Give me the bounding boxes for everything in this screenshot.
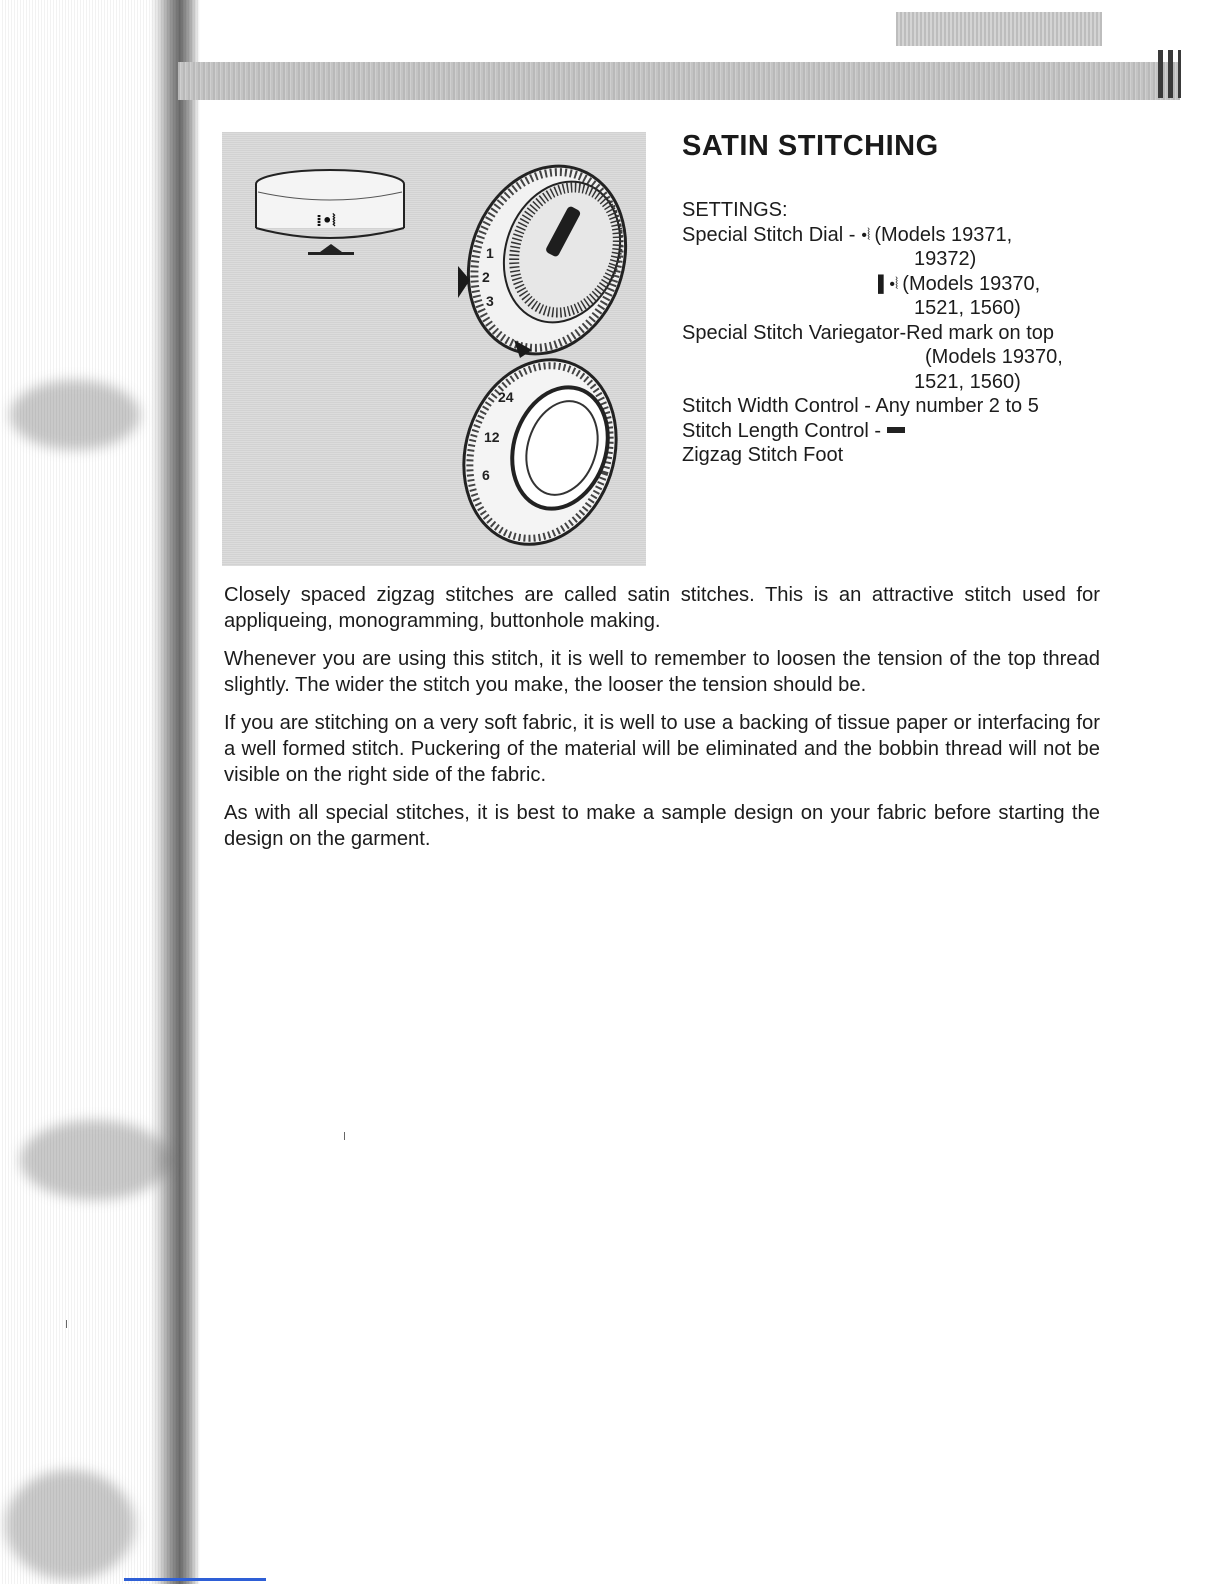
bottom-edge-line [124,1578,266,1581]
stitch-length-dial [441,340,640,565]
dial-illustration-drawing [222,132,646,566]
settings-length [682,419,1063,444]
dial-number: 24 [498,389,514,405]
special-stitch-dial [443,144,646,376]
paragraph: As with all special stitches, it is best to make a sample design on your fabric before starting the design on the garment. [224,802,1100,850]
header-band [178,62,1180,100]
dial-number: 2 [482,269,490,285]
dial-illustration [222,132,646,566]
stitch-pattern-icon: •⦚ [861,226,871,244]
scan-mark [344,1132,345,1140]
dial-label: Special Stitch Dial - [682,223,856,246]
header-tab [896,12,1102,46]
dial-number: 1 [486,245,494,261]
settings-dial-line [682,223,1063,248]
pointer-arrow-icon [320,244,342,252]
scan-mark [66,1320,67,1328]
scan-speckle [20,1120,170,1200]
variegator-stitch-icon: ▌•⦚ [878,275,899,293]
paragraph: If you are stitching on a very soft fabric, it is well to use a backing of tissue paper or interfacing for a well formed stitch. Puckering of the material will be eliminated and the bobbin thread will not be visible on the right side of the fabric. [224,712,1100,786]
dial-b-models: (Models 19370, [902,272,1041,295]
stitch-length-bar-icon [887,427,905,433]
page-title: SATIN STITCHING [682,130,939,162]
settings-dial-b-line [682,272,1063,297]
settings-width: Stitch Width Control - Any number 2 to 5 [682,395,1039,417]
body-text [224,582,1100,864]
scan-binding-edge [0,0,200,1584]
scan-speckle [5,1470,135,1580]
settings-heading: SETTINGS: [682,199,788,221]
paragraph: Whenever you are using this stitch, it is well to remember to loosen the tension of the top thread slightly. The wider the stitch you make, the looser the tension should be. [224,648,1100,696]
settings-variegator-models: (Models 19370, [925,346,1063,368]
header-band-marks [1152,50,1196,98]
settings-variegator: Special Stitch Variegator-Red mark on top [682,321,1055,344]
dial-number: 12 [484,429,500,445]
scan-speckle [10,380,140,450]
dial-number: 3 [486,293,494,309]
settings-dial-line-cont: 19372) [914,248,977,270]
dial-number: 6 [482,467,490,483]
settings-dial-b-cont: 1521, 1560) [914,297,1021,319]
length-label: Stitch Length Control - [682,419,881,442]
stitch-pattern-icon: ⁞•⦚ [316,211,336,230]
settings-list [682,198,1063,468]
settings-variegator-cont: 1521, 1560) [914,370,1021,393]
paragraph: Closely spaced zigzag stitches are called satin stitches. This is an attractive stitch used for appliqueing, monogramming, buttonhole making. [224,584,1100,632]
top-selector-dial [256,170,404,255]
settings-foot: Zigzag Stitch Foot [682,444,844,466]
dial-models: (Models 19371, [874,223,1013,246]
